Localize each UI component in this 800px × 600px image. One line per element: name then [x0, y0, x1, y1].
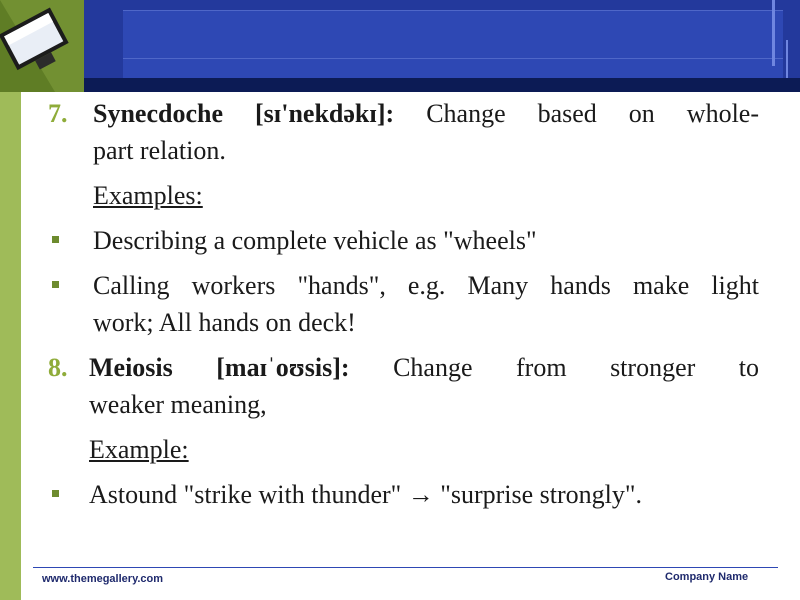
monitor-icon: [0, 0, 84, 92]
footer-company-name: Company Name: [665, 571, 749, 583]
footer-divider: [33, 567, 778, 568]
term: Synecdoche [sɪ'nekdəkɪ]:: [93, 99, 395, 128]
list-item-heading: [93, 95, 759, 132]
examples-label: Examples:: [93, 181, 203, 210]
bullet-text: Describing a complete vehicle as "wheels": [93, 226, 537, 255]
bullet-square-icon: [52, 281, 59, 288]
definition-continuation: weaker meaning,: [89, 390, 267, 419]
list-item-heading: [89, 349, 759, 386]
list-number: 8.: [48, 353, 68, 382]
header-accent-line: [772, 0, 775, 66]
bullet-text: Astound "strike with thunder" → "surprise strongly".: [89, 480, 643, 509]
monitor-logo: [0, 0, 84, 92]
bullet-text-continuation: work; All hands on deck!: [93, 308, 356, 337]
header-divider: [123, 58, 783, 59]
definition: Change from stronger to: [393, 353, 759, 382]
bullet-square-icon: [52, 490, 59, 497]
header-panel: [123, 10, 783, 78]
bullet-square-icon: [52, 236, 59, 243]
header-divider: [123, 10, 783, 11]
term: Meiosis [maɪˈoʊsis]:: [89, 353, 350, 382]
header-accent-line: [786, 40, 788, 78]
definition-continuation: part relation.: [93, 136, 226, 165]
header-navy-strip: [0, 78, 800, 92]
sidebar-accent-bar: [0, 92, 21, 600]
list-number: 7.: [48, 99, 68, 128]
definition: Change based on whole-: [426, 99, 759, 128]
bullet-text: Calling workers "hands", e.g. Many hands make light: [93, 271, 759, 300]
examples-label: Example:: [89, 435, 189, 464]
footer-website: www.themegallery.com: [42, 573, 164, 585]
